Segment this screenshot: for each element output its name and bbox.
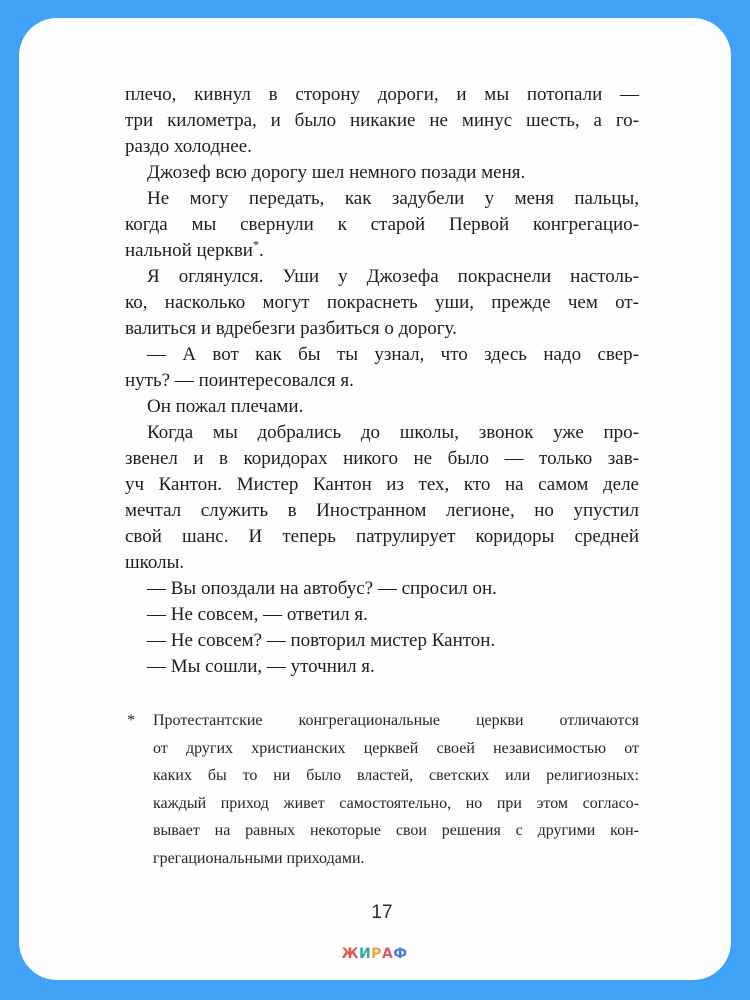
text-line: от других христианских церквей своей независимостью от <box>153 739 639 757</box>
text-line: Он пожал плечами. <box>147 396 304 417</box>
text-line: когда мы свернули к старой Первой конгрегацио- <box>125 214 639 235</box>
text-line: свой шанс. И теперь патрулирует коридоры средней <box>125 526 639 547</box>
paragraph <box>125 602 639 628</box>
text-line: ко, насколько могут покраснеть уши, прежде чем от- <box>125 292 639 313</box>
paragraph <box>125 186 639 264</box>
text-line: каждый приход живет самостоятельно, но при этом согласо- <box>153 794 639 812</box>
footnote-text <box>153 707 639 872</box>
text-column <box>125 82 639 872</box>
logo-letter: Ж <box>341 946 359 962</box>
text-line: — Не совсем? — повторил мистер Кантон. <box>147 630 496 651</box>
logo-letter: Ф <box>393 946 408 962</box>
page-number: 17 <box>371 902 393 923</box>
text-line: уч Кантон. Мистер Кантон из тех, кто на самом деле <box>125 474 639 495</box>
text-line: каких бы то ни было властей, светских или религиозных: <box>153 767 639 784</box>
logo-letter: Р <box>371 946 382 962</box>
paragraph <box>125 394 639 420</box>
paragraph <box>125 420 639 576</box>
text-line: Я оглянулся. Уши у Джозефа покраснели настоль- <box>147 266 639 287</box>
logo-letter: И <box>358 946 372 962</box>
footnote <box>125 707 639 872</box>
text-line: раздо холоднее. <box>125 136 252 157</box>
text-line: Когда мы добрались до школы, звонок уже про- <box>147 422 639 443</box>
text-line: плечо, кивнул в сторону дороги, и мы потопали — <box>125 84 639 105</box>
paragraph <box>125 576 639 602</box>
text-line: нуть? — поинтересовался я. <box>125 370 354 391</box>
footnote-marker: * <box>127 712 135 729</box>
text-line: звенел и в коридорах никого не было — только зав- <box>125 448 639 469</box>
text-line: грегациональными приходами. <box>153 849 365 867</box>
paragraph <box>125 628 639 654</box>
text-line: вывает на равных некоторые свои решения с другими кон- <box>153 822 639 839</box>
text-line: — А вот как бы ты узнал, что здесь надо свер- <box>147 344 639 365</box>
paragraph <box>125 264 639 342</box>
text-line: Не могу передать, как задубели у меня пальцы, <box>147 188 639 209</box>
text-line: школы. <box>125 552 185 573</box>
book-page <box>19 18 731 980</box>
text-line: мечтал служить в Иностранном легионе, но упустил <box>125 500 639 521</box>
text-line: — Вы опоздали на автобус? — спросил он. <box>147 578 497 599</box>
text-line: три километра, и было никакие не минус шесть, а го- <box>125 110 639 131</box>
publisher-logo <box>19 946 730 962</box>
text-line: Джозеф всю дорогу шел немного позади меня. <box>147 162 526 183</box>
paragraph <box>125 654 639 680</box>
paragraph <box>125 342 639 394</box>
paragraph <box>125 82 639 160</box>
paragraph <box>125 160 639 186</box>
footnote-ref: * <box>252 237 259 252</box>
main-text <box>125 82 639 680</box>
text-line: валиться и вдребезги разбиться о дорогу. <box>125 318 457 339</box>
text-line: нальной церкви*. <box>125 237 264 261</box>
text-line: — Не совсем, — ответил я. <box>147 604 368 625</box>
text-line: Протестантские конгрегациональные церкви отличаются <box>153 712 639 729</box>
logo-letter: А <box>381 946 394 962</box>
text-line: — Мы сошли, — уточнил я. <box>147 656 375 677</box>
